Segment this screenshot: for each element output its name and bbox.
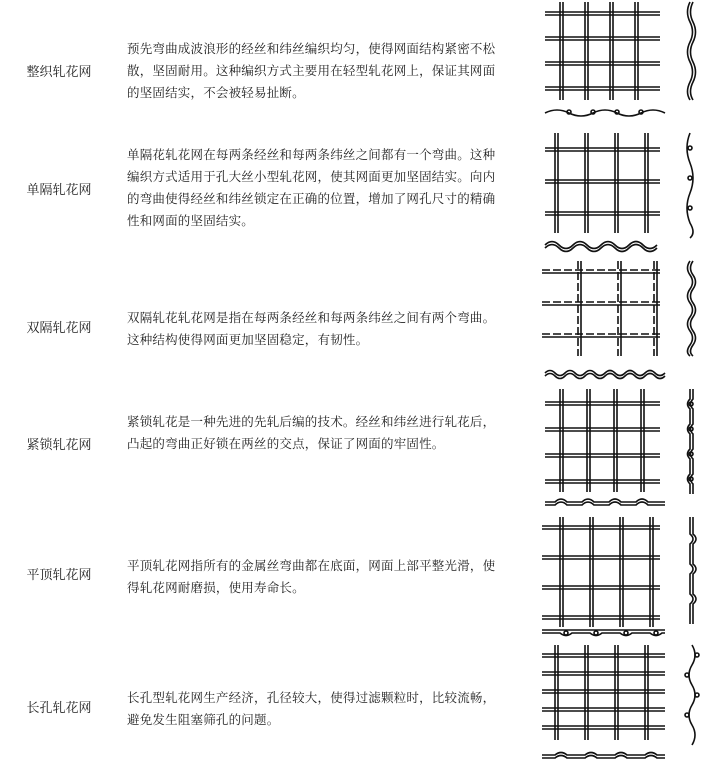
single-intermediate-crimp-diagram <box>540 128 723 256</box>
double-intermediate-crimp-diagram <box>540 256 723 384</box>
mesh-type-row <box>0 128 723 256</box>
mesh-type-description: 单隔花轧花网在每两条经丝和每两条纬丝之间都有一个弯曲。这种编织方式适用于孔大丝小型轧花网，使其网面更加坚固结实。向内的弯曲使得经丝和纬丝锁定在正确的位置，增加了网孔尺寸的精确性和网面的坚固结实。 <box>127 147 496 228</box>
flat-top-crimp-diagram <box>540 512 723 640</box>
mesh-diagram <box>540 384 723 512</box>
mesh-type-row <box>0 384 723 512</box>
mesh-type-row <box>0 640 723 767</box>
mesh-type-description: 长孔型轧花网生产经济，孔径较大，使得过滤颗粒时，比较流畅，避免发生阻塞筛孔的问题。 <box>127 690 496 727</box>
mesh-diagram <box>540 640 723 767</box>
uniform-crimp-diagram <box>540 0 723 128</box>
lock-crimp-diagram <box>540 384 723 512</box>
mesh-type-description: 紧锁轧花是一种先进的先轧后编的技术。经丝和纬丝进行轧花后，凸起的弯曲正好锁在两丝的交点，保证了网面的牢固性。 <box>127 414 496 451</box>
mesh-type-name: 紧锁轧花网 <box>26 438 92 453</box>
mesh-type-name: 长孔轧花网 <box>26 701 92 716</box>
mesh-type-name: 单隔轧花网 <box>26 183 92 198</box>
mesh-diagram <box>540 0 723 128</box>
mesh-type-name: 平顶轧花网 <box>26 568 92 583</box>
mesh-type-row <box>0 0 723 128</box>
mesh-diagram <box>540 512 723 640</box>
mesh-type-name: 整织轧花网 <box>26 65 92 80</box>
mesh-type-row <box>0 256 723 384</box>
mesh-diagram <box>540 256 723 384</box>
mesh-type-description: 双隔轧花轧花网是指在每两条经丝和每两条纬丝之间有两个弯曲。这种结构使得网面更加坚固稳定，有韧性。 <box>127 310 496 347</box>
mesh-type-description: 平顶轧花网指所有的金属丝弯曲都在底面，网面上部平整光滑，使得轧花网耐磨损，使用寿命长。 <box>127 558 496 595</box>
mesh-type-row <box>0 512 723 640</box>
mesh-diagram <box>540 128 723 256</box>
oblong-crimp-diagram <box>540 640 723 767</box>
mesh-type-name: 双隔轧花网 <box>26 321 92 336</box>
mesh-type-description: 预先弯曲成波浪形的经丝和纬丝编织均匀，使得网面结构紧密不松散，坚固耐用。这种编织方式主要用在轻型轧花网上，保证其网面的坚固结实，不会被轻易扯断。 <box>127 41 496 100</box>
